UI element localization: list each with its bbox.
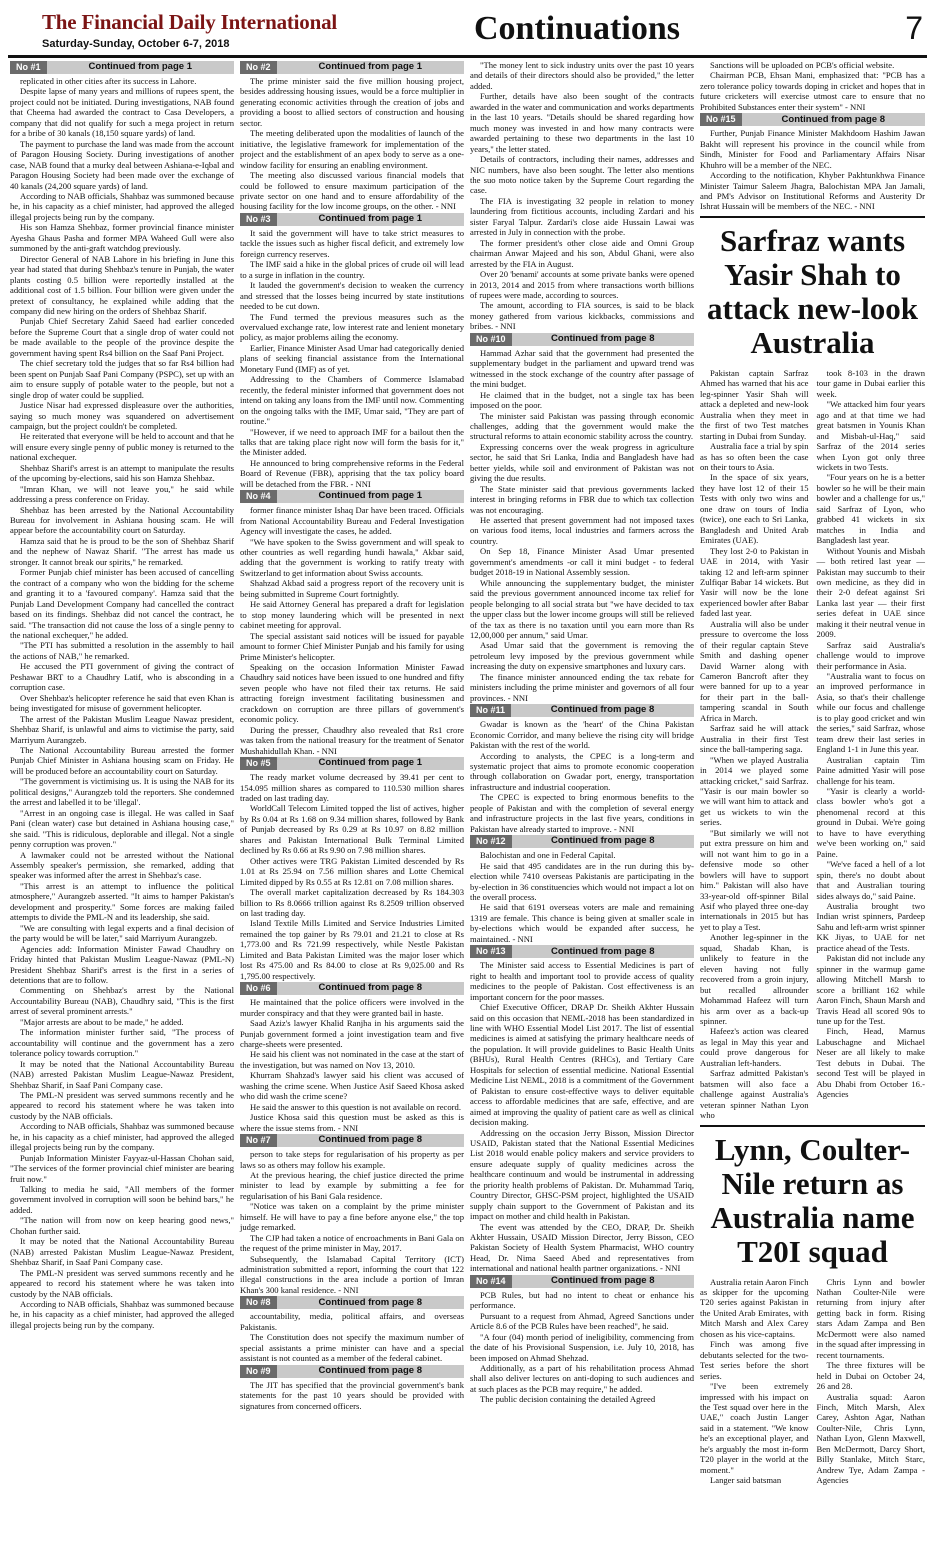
- paragraph: Additionally, as a part of his rehabilitation process Ahmad shall also deliver lectures on anti-doping to such audiences and at such places as the PCB may require," he added.: [470, 1363, 694, 1394]
- paragraph: Island Textile Mills Limited and Service Industries Limited remained the top gainer by Rs 79.01 and 21.21 to close at Rs 1,773.00 and Rs 721.99 respectively, while Nestle Pakistan Limited and Bata Pakistan Limited was the major loser which lost Rs 475.00 and Rs 84.00 to close at Rs 9,025.00 and Rs 1,795.00 respectively.: [240, 918, 464, 981]
- paragraph: "When we played Australia in 2014 we played some attacking cricket," said Sarfraz. "Yasir is our main bowler so we will want him to attack and get us wickets to win the series.: [700, 754, 809, 828]
- paragraph: The FIA is investigating 32 people in relation to money laundering from fictitious accounts, including Zardari and his sister Faryal Talpur. Zardari's close aide Hussain Lawai was arrested in July in connection with the probe.: [470, 195, 694, 238]
- paragraph: He maintained that the police officers were involved in the murder conspiracy and that they were granted bail in haste.: [240, 997, 464, 1018]
- paragraph: Finch, Head, Marnus Labuschagne and Michael Neser are all likely to make Test debuts in Dubai. The second Test will be played in Abu Dhabi from October 16.- Agencies: [816, 1026, 925, 1100]
- continued-tag: [240, 1134, 464, 1147]
- paragraph: Chris Lynn and bowler Nathan Coulter-Nile were returning from injury after getting back in form. Rising stars Adam Zampa and Ben McDermott were also named in the squad after impressing in recent tournaments.: [816, 1276, 925, 1360]
- story-rule: [700, 216, 925, 218]
- column-4: [700, 60, 925, 1486]
- paragraph: A lawmaker could not be arrested without the National Assembly speaker's permission, she remarked, adding that speaker was informed after the arrest in Shehbaz's case.: [10, 849, 234, 881]
- paragraph: "The PTI has submitted a resolution in the assembly to hail the actions of NAB," he remarked.: [10, 640, 234, 661]
- paragraph: The JIT has specified that the provincial government's bank statements for the past 10 years should be provided with signatures from concerned officers.: [240, 1379, 464, 1411]
- continued-tag: [470, 945, 694, 958]
- continued-number: No #3: [240, 213, 277, 226]
- paragraph: The CJP had taken a notice of encroachments in Bani Gala on the request of the prime minister in May, 2017.: [240, 1232, 464, 1254]
- paragraph: took 8-103 in the drawn tour game in Dubai earlier this week.: [816, 367, 925, 399]
- paragraph: Chief Executive Officer, DRAP Dr. Sheikh Akhter Hussain said on this occasion that NEML-2018 has been standardized in line with WHO Essential Model List 2017. The list of essential medicines is aimed at satisfying the primary healthcare needs of the population. It will provide guidelines to Basic Health Units (BHUs), Rural Health Centres (RHCs), and Tertiary Care Hospitals for selection of essential medicine. National Essential Medicine List NEML, 2018 is a commitment of the Government of Pakistan to ensure cost-effective ways to deliver equitable access to affordable medicines that are safe, effective, and are aimed at improving the quality of patient care as well as clinical decision making.: [470, 1002, 694, 1128]
- continued-tag: [240, 490, 464, 503]
- paragraph: Australia retain Aaron Finch as skipper for the upcoming T20 series against Pakistan in the United Arab Emirates, with Mitch Marsh and Alex Carey chosen as his vice-captains.: [700, 1276, 809, 1339]
- paragraph: He asserted that present government had not imposed taxes on various food items, local industries and farmers across the country.: [470, 515, 694, 546]
- continued-from: Continued from page 8: [551, 1275, 655, 1287]
- continued-number: No #13: [470, 945, 512, 958]
- continued-tag: [240, 982, 464, 995]
- paragraph: Further, details have also been sought of the contracts awarded in the water and communication and works departments in the last 10 years. "Details should be shared regarding how much money was invested in and how many contracts were awarded pertaining to these two departments in the last 10 years," the letter stated.: [470, 91, 694, 154]
- paragraph: Shehbaz Sharif's arrest is an attempt to manipulate the results of the upcoming by-elections, said his son Hamza Shehbaz.: [10, 462, 234, 484]
- paragraph: "We have spoken to the Swiss government and will speak to other countries as well regarding hundi hawala," Akbar said, adding that the government is working to ratify treaty with Switzerland to get information about Swiss accounts.: [240, 536, 464, 578]
- paragraph: It may be noted that the National Accountability Bureau (NAB) arrested Pakistan Muslim League-Nawaz President, Shehbaz Sharif, in Saaf Pani Company case.: [10, 1236, 234, 1268]
- paragraph: Sarfraz said Australia's challenge would to improve their performance in Asia.: [816, 639, 925, 671]
- paragraph: The PML-N president was served summons recently and he appeared to record his statement where he was taken into custody by the NAB officials.: [10, 1089, 234, 1121]
- paragraph: Further, Punjab Finance Minister Makhdoom Hashim Jawan Bakht will represent his province in the council while from Sindh, Minister for Food and Parliamentary Affairs Nisar Khuhro will be a member of the NEC.: [700, 128, 925, 170]
- continued-from: Continued from page 8: [550, 704, 655, 716]
- paragraph: Australia brought two Indian wrist spinners, Pardeep Sahu and left-arm wrist spinner KK Jiyas, to UAE for net practice ahead of the Tests.: [816, 901, 925, 953]
- story-headline: Lynn, Coulter-Nile return as Australia name T20I squad: [710, 1131, 915, 1269]
- paragraph: The IMF said a hike in the global prices of crude oil will lead to a surge in inflation in the country.: [240, 259, 464, 280]
- paragraph: person to take steps for regularisation of his property as per laws so as others may follow his example.: [240, 1149, 464, 1170]
- paragraph: Former Punjab chief minister has been accused of cancelling the contract of a company who won the bidding for the scheme and granting it to a 'favoured company'. Hamza said that the Punjab Land Development Company had cancelled the contract based on its findings. Shehbaz did not cancel the contract, he said. "The transaction did not cause the loss of a single penny to the national exchequer," he added.: [10, 567, 234, 641]
- paragraph: The chief secretary told the judges that so far Rs4 billion had been spent on Punjab Saaf Pani Company (PSPC), set up with an aim to ensure supply of potable water to the people, but not a single drop of water could be supplied.: [10, 358, 234, 400]
- continued-tag: [240, 1296, 464, 1309]
- continued-tag: [10, 61, 234, 74]
- paragraph: Agencies add: Information Minister Fawad Chaudhry on Friday hinted that Pakistan Muslim League-Nawaz (PML-N) President Shehbaz Sharif's arrest is the first in a series of detentions that are to follow.: [10, 943, 234, 985]
- page-number: 7: [905, 10, 923, 46]
- paragraph: Punjab Information Minister Fayyaz-ul-Hassan Chohan said, "The services of the former provincial chief minister are bearing fruit now.": [10, 1152, 234, 1184]
- paragraph: Saad Aziz's lawyer Khalid Ranjha in his arguments said the Punjab government formed a joint investigation team and five charge-sheets were presented.: [240, 1018, 464, 1049]
- paragraph: The Minister said access to Essential Medicines is part of right to health and important tool to provide access of quality medicines to the people of Pakistan. Cost effectiveness is an important concern for the poor masses.: [470, 960, 694, 1002]
- paragraph: "A four (04) month period of ineligibility, commencing from the date of his Provisional Suspension, i.e. July 10, 2018, has been imposed on Ahmad Shehzad.: [470, 1331, 694, 1363]
- paragraph: Subsequently, the Islamabad Capital Territory (ICT) administration submitted a report, informing the court that 122 illegal constructions in the area include a portion of Imran Khan's 300 kanal residence. - NNI: [240, 1253, 464, 1295]
- paragraph: The meeting deliberated upon the modalities of launch of the initiative, the legislative framework for implementation of the project and the establishment of an apex body to serve as a one-window facility for ensuring an enabling environment.: [240, 128, 464, 170]
- continued-tag: [470, 704, 694, 717]
- continued-tag: [240, 61, 464, 74]
- paragraph: The arrest of the Pakistan Muslim League Nawaz president, Shehbaz Sharif, is unlawful and aims to victimise the party, said Marriyum Aurangzeb.: [10, 713, 234, 745]
- paragraph: The overall market capitalization decreased by Rs 184.303 billion to Rs 8.0666 trillion against Rs 8.2509 trillion observed on last trading day.: [240, 887, 464, 918]
- paragraph: Gwadar is known as the 'heart' of the China Pakistan Economic Corridor, and many believe the rising city will bridge Pakistan with the rest of the world.: [470, 719, 694, 751]
- paragraph: Finch was among five debutants selected for the two-Test series before the short series.: [700, 1339, 809, 1381]
- paragraph: Australia squad: Aaron Finch, Mitch Marsh, Alex Carey, Ashton Agar, Nathan Coulter-Nile, Chris Lynn, Nathan Lyon, Glenn Maxwell, Ben McDermott, Darcy Short, Billy Stanlake, Mitch Starc, Andrew Tye, Adam Zampa - Agencies: [816, 1391, 925, 1486]
- continued-from: Continued from page 8: [551, 945, 655, 957]
- paragraph: "We are consulting with legal experts and a final decision of the party would be will be later," said Marriyum Aurangzeb.: [10, 922, 234, 944]
- paragraph: The event was attended by the CEO, DRAP, Dr. Sheikh Akhter Hussain, USAID Mission Director, Jerry Bisson, CEO Pakistan Society of Health System Pharmacist, WHO country Head, Dr. Nima Saeed Abed and representatives from international and national health partner organizations. - NNI: [470, 1221, 694, 1274]
- publication-name: The Financial Daily International: [42, 10, 338, 34]
- masthead-rule: [8, 55, 927, 58]
- column-3: [470, 60, 694, 1405]
- paragraph: Details of contractors, including their names, addresses and NIC numbers, have also been sought. The letter also mentions the suo moto notice taken by the Supreme Court regarding the case.: [470, 154, 694, 196]
- paragraph: It may be noted that the National Accountability Bureau (NAB) arrested Pakistan Muslim League-Nawaz President, Shehbaz Sharif, in Saaf Pani Company case.: [10, 1058, 234, 1090]
- paragraph: According to NAB officials, Shahbaz was summoned because he, in his capacity as a chief minister, had approved the alleged illegal projects being run by the company.: [10, 1299, 234, 1330]
- continued-from: Continued from page 8: [318, 1364, 422, 1376]
- paragraph: He said that 6191 overseas voters are male and remaining 1319 are female. This chance is being given at smaller scale in by-elections which would be expanded after success, he maintained. - NNI: [470, 902, 694, 944]
- paragraph: Pursuant to a request from Ahmad, Agreed Sanctions under Article 8.6 of the PCB Rules have been reached", he said.: [470, 1310, 694, 1332]
- paragraph: Another leg-spinner in the squad, Shadab Khan, is unlikely to feature in the eleven having not fully recovered from a groin injury, but recalled allrounder Mohammad Hafeez will turn his arm over as a back-up spinner.: [700, 932, 809, 1026]
- paragraph: "Major arrests are about to be made," he added.: [20, 1016, 184, 1027]
- paragraph: Sanctions will be uploaded on PCB's official website.: [710, 60, 895, 70]
- story-headline: Sarfraz wants Yasir Shah to attack new-look Australia: [707, 222, 918, 360]
- paragraph: "We attacked him four years ago and at that time we had great batsmen in Younis Khan and Misbah-ul-Haq," said Sarfraz of the 2014 series when Lyon got only three wickets in two Tests.: [816, 399, 925, 472]
- paragraph: WorldCall Telecom Limited topped the list of actives, higher by Rs 0.04 at Rs 1.68 on 9.34 million shares, followed by Bank of Punjab decreased by Rs 0.29 at Rs 10.97 on 8.82 million shares and Pakistan International Bulk Terminal Limited declined by Rs 0.66 at Rs 9.90 on 7.98 million shares.: [240, 803, 464, 856]
- story-left-column: [700, 1277, 809, 1486]
- paragraph: "I've been extremely impressed with his impact on the Test squad over here in the UAE," coach Justin Langer said in a statement. "We know he's an exceptional player, and he's arguably the most in-form T20 player in the world at the moment.": [700, 1381, 809, 1475]
- story-body: [700, 368, 925, 1121]
- paragraph: Balochistan and one in Federal Capital.: [480, 850, 616, 861]
- paragraph: Punjab Chief Secretary Zahid Saeed had earlier conceded before the Supreme Court that a single drop of water could not be made available to the people of the province despite the government having spent Rs4 billion on the Saaf Pani Project.: [10, 316, 234, 358]
- paragraph: Australia will also be under pressure to overcome the loss of their regular captain Steve Smith and dashing opener David Warner along with Cameron Bancroft after they were banned for up to a year for their part in the ball-tampering scandal in South Africa in March.: [700, 618, 809, 723]
- continued-tag: [240, 757, 464, 770]
- paragraph: accountability, media, political affairs, and overseas Pakistanis.: [240, 1311, 464, 1332]
- continued-from: Continued from page 8: [551, 835, 655, 847]
- continued-number: No #5: [240, 757, 277, 770]
- paragraph: Other actives were TRG Pakistan Limited descended by Rs 1.01 at Rs 25.94 on 7.56 million shares and Lotte Chemical Limited dipped by Rs 0.55 at Rs 12.81 on 7.08 million shares.: [240, 855, 464, 887]
- paragraph: The public decision containing the detailed Agreed: [480, 1394, 656, 1405]
- continued-from: Continued from page 8: [551, 333, 655, 345]
- paragraph: "Yasir is clearly a world-class bowler who's got a phenomenal record at this ground in Dubai. We're going to have to have everything we've been working on," said Paine.: [816, 786, 925, 859]
- paragraph: Speaking on the occasion Information Minister Fawad Chaudhry said notices have been issued to one hundred and fifty seven people who have not filed their tax returns. He said attracting foreign investment facilitating businessmen and crackdown on corruption are three pillars of government's economic policy.: [240, 662, 464, 725]
- continued-from: Continued from page 8: [318, 1134, 422, 1146]
- paragraph: Sarfraz said he will attack Australia in their first Test since the ball-tampering saga.: [700, 723, 809, 755]
- continued-number: No #10: [470, 333, 512, 346]
- continued-tag: [240, 1365, 464, 1378]
- paragraph: It said the government will have to take strict measures to tackle the issues such as higher fiscal deficit, and extremely low foreign currency reserves.: [240, 227, 464, 259]
- paragraph: "The government is victimising us. It is using the NAB for its political designs," Aurangzeb told the reporters. She condemned the arrest and labelled it to be 'illegal'.: [10, 776, 234, 808]
- paragraph: Expressing concerns over the weak progress in agriculture sector, he said that Sri Lanka, India and Bangladesh have had better yields, while soil and environment of Pakistan was not giving the due results.: [470, 441, 694, 484]
- paragraph: Addressing on the occasion Jerry Bisson, Mission Director USAID, Pakistan stated that the National Essential Medicines List 2018 would enable policy makers and service providers to ensure adequate supply of quality medicines across the healthcare continuum and would be instrumental in addressing the priority health problems of Pakistan. Dr. Muhammad Tariq, Country Director, GHSC-PSM project, highlighted the USAID supply chain support to the Government of Pakistan and its impact on mother and child health in Pakistan.: [470, 1127, 694, 1222]
- column-1: [10, 60, 234, 1330]
- paragraph: At the previous hearing, the chief justice directed the prime minister to lead by example by submitting a fee for regularisation of his Bani Gala residence.: [240, 1169, 464, 1201]
- paragraph: Langer said batsman: [710, 1475, 782, 1486]
- continued-tag: [700, 113, 925, 126]
- paragraph: The ready market volume decreased by 39.41 per cent to 154.095 million shares as compared to 110.530 million shares traded on last trading day.: [240, 772, 464, 803]
- paragraph: His son Hamza Shehbaz, former provincial finance minister Ayesha Ghaus Pasha and former MPA Waheed Gull were also summoned by the anti-graft watchdog previously.: [10, 222, 234, 254]
- paragraph: Asad Umar said that the government is removing the petroleum levy imposed by the previous government while increasing the duty on expensive smartphones and luxury cars.: [470, 640, 694, 672]
- continued-from: Continued from page 8: [781, 113, 885, 125]
- paragraph: The prime minister said the five million housing project, besides addressing housing issues, would be a force multiplier in generating economic activities through the creation of jobs and providing a boost to allied sectors of construction and housing sector.: [240, 76, 464, 128]
- paragraph: "Imran Khan, we will not leave you," he said while addressing a press conference on Friday.: [10, 483, 234, 505]
- publication-date: Saturday-Sunday, October 6-7, 2018: [42, 38, 230, 50]
- paragraph: According to NAB officials, Shahbaz was summoned because he, in his capacity as a chief minister, had approved the alleged illegal projects being run by the company.: [10, 1121, 234, 1153]
- paragraph: Australia face a trial by spin as has so often been the case on their tours to Asia.: [700, 441, 809, 472]
- paragraph: Talking to media he said, "All members of the former government involved in corruption will soon be behind bars," he added.: [10, 1184, 234, 1215]
- continued-from: Continued from page 8: [318, 982, 422, 994]
- paragraph: The finance minister announced ending the tax rebate for ministers including the prime minister and governors of all four provinces. - NNI: [470, 671, 694, 703]
- paragraph: He accused the PTI government of giving the contract of Peshawar BRT to a Chaudhry Latif, who is absconding in a corruption case.: [10, 661, 234, 693]
- paragraph: He said that 495 candidates are in the run during this by-election while 7410 overseas Pakistanis are participating in the by-election in 36 constituencies which would not impact a lot on the overall process.: [470, 860, 694, 902]
- continued-tag: [470, 835, 694, 848]
- paragraph: While announcing the supplementary budget, the minister said the previous government announced income tax relief for people belonging to all social strata but "we have decided to tax the upper class but the lower income groups will still be relieved of the tax as there is no taxation until you earn more than Rs 12,00,000 per annum," said Umar.: [470, 577, 694, 641]
- paragraph: Addressing to the Chambers of Commerce Islamabad recently, the federal minister informed that government does not intend on taking any loans from the IMF until now. Commenting on the ongoing talks with the IMF, Umar said, "They are part of routine.": [240, 374, 464, 427]
- paragraph: According to analysts, the CPEC is a long-term and systematic project that aims to promote economic cooperation through collaboration on Gwadar port, energy, transportation infrastructure and industrial cooperation.: [470, 750, 694, 792]
- paragraph: Earlier, Finance Minister Asad Umar had categorically denied plans of seeking financial assistance from the International Monetary Fund (IMF) as of yet.: [240, 342, 464, 374]
- paragraph: Khurram Shahzad's lawyer said his client was accused of washing the crime scene. When Justice Asif Saeed Khosa asked who did wash the crime scene?: [240, 1070, 464, 1102]
- paragraph: He reiterated that everyone will be held to account and that he will ensure every single penny of public money is returned to the national exchequer.: [10, 431, 234, 463]
- paragraph: He said the answer to this question is not available on record.: [250, 1101, 461, 1112]
- paragraph: The minister said Pakistan was passing through economic challenges, adding that the government would make the structural reforms to attain economic stability across the country.: [470, 410, 694, 442]
- continued-from: Continued from page 1: [318, 490, 422, 502]
- paragraph: He claimed that in the budget, not a single tax has been imposed on the poor.: [470, 389, 694, 411]
- paragraph: The PML-N president was served summons recently and he appeared to record his statement where he was taken into custody by the NAB officials.: [10, 1267, 234, 1299]
- paragraph: Hammad Azhar said that the government had presented the supplementary budget in the parliament and upward trend was witnessed in the stock exchange of the country after passage of the mini budget.: [470, 347, 694, 390]
- continued-from: Continued from page 1: [318, 757, 422, 769]
- continued-from: Continued from page 1: [318, 213, 422, 225]
- paragraph: "We've faced a hell of a lot spin, there's no doubt about that and Australian touring sides always do," said Paine.: [816, 859, 925, 901]
- paragraph: "Four years on he is a better bowler so he will be their main bowler and a challenge for us," said Sarfraz of Lyon, who grabbed 41 wickets in six matches in India and Bangladesh last year.: [816, 472, 925, 546]
- continued-from: Continued from page 1: [318, 61, 422, 73]
- continued-tag: [470, 1275, 694, 1288]
- story-rule: [700, 1125, 925, 1127]
- story-left-column: [700, 368, 809, 1121]
- paragraph: The payment to purchase the land was made from the account of Paragon Housing Society. During investigations of another case, NAB found that a murky deal between Ashiana-e-Iqbal and Paragon Housing Society had been made over the exchange of 40 kanals (24,200 square yards) of land.: [10, 138, 234, 191]
- paragraph: "However, if we need to approach IMF for a bailout then the talks that are taking place right now will form the basis for it," the Minister added.: [240, 426, 464, 458]
- continued-number: No #11: [470, 704, 511, 717]
- paragraph: Hamza said that he is proud to be the son of Shehbaz Sharif and the nephew of Nawaz Sharif. "The arrest has made us stronger. It cannot break our spirits," he remarked.: [10, 535, 234, 567]
- paragraph: "Notice was taken on a complaint by the prime minister himself. He will have to pay a fine before anyone else," the top judge remarked.: [240, 1201, 464, 1233]
- paragraph: Justice Nisar had expressed displeasure over the authorities, saying so much money was squandered on advertisement campaign, but the project couldn't be completed.: [10, 400, 234, 431]
- continued-tag: [470, 333, 694, 346]
- paragraph: Pakistan did not include any spinner in the warmup game allowing Mitchell Marsh to score a brilliant 162 while Aaron Finch, Shaun Marsh and Travis Head all scored 90s to tune up for the Test.: [816, 953, 925, 1026]
- masthead: [8, 6, 927, 58]
- paragraph: Over Shehbaz's helicopter reference he said that even Khan is being investigated for misuse of government helicopter.: [10, 692, 234, 714]
- paragraph: The CPEC is expected to bring enormous benefits to the people of Pakistan and with the completion of several energy and infrastructure projects in the last five years, conditions in Pakistan have already started to improve. - NNI: [470, 792, 694, 834]
- column-2: [240, 60, 464, 1411]
- paragraph: It lauded the government's decision to weaken the currency and stressed that the losses being incurred by state institutions needed to be cut down.: [240, 280, 464, 312]
- paragraph: They lost 2-0 to Pakistan in UAE in 2014, with Yasir taking 12 and left-arm spinner Zulfiqar Babar 14 wickets. But Yasir will now be the lone experienced bowler after Babar faded last year.: [700, 545, 809, 619]
- continued-number: No #12: [470, 835, 512, 848]
- section-title: Continuations: [474, 10, 680, 47]
- paragraph: The State minister said that previous governments lacked interest in bringing reforms in FBR due to which tax collection was not encouraging.: [470, 483, 694, 515]
- continued-from: Continued from page 1: [88, 61, 192, 73]
- continued-number: No #2: [240, 61, 277, 74]
- paragraph: The meeting also discussed various financial models that could be followed to ensure maximum participation of the private sector on one hand and to ensure affordability of the housing facility for the low income groups, on the other. - NNI: [240, 170, 464, 212]
- paragraph: Chairman PCB, Ehsan Mani, emphasized that: "PCB has a zero tolerance policy towards doping in cricket and hopes that in future cricketers will exercise utmost care to ensure that no Prohibited Substances enter their system" - NNI: [700, 70, 925, 112]
- paragraph: replicated in other cities after its success in Lahore.: [20, 76, 197, 86]
- paragraph: Despite lapse of many years and millions of rupees spent, the project could not be initiated. During investigations, NAB found that Cheema had awarded the contract to Casa Developers, a company that did not qualify for such a mega project in return for a bribe of 30 kanals (18,150 square yards) of land.: [10, 86, 234, 139]
- continued-number: No #14: [470, 1275, 512, 1288]
- paragraph: former finance minister Ishaq Dar have been traced. Officials from National Accountability Bureau and Federal Investigation Agency will investigate the cases, he added.: [240, 505, 464, 537]
- story-body: [700, 1277, 925, 1486]
- paragraph: The National Accountability Bureau arrested the former Punjab Chief Minister in Ashiana housing scam on Friday. He will be produced before an accountability court on Saturday.: [10, 745, 234, 776]
- paragraph: "The money lent to sick industry units over the past 10 years and details of their directors should also be provided," the letter added.: [470, 60, 694, 91]
- continued-number: No #4: [240, 490, 277, 503]
- paragraph: He said Attorney General has prepared a draft for legislation to stop money laundering which will be presented in next cabinet meeting for approval.: [240, 599, 464, 631]
- paragraph: According to the notification, Khyber Pakhtunkhwa Finance Minister Taimur Saleem Jhagra, Balochistan MPA Jan Jamali, and PM's Advisor on Institutional Reforms and Austerity Dr Ishrat Hussain will be members of the NEC. - NNI: [700, 170, 925, 212]
- continued-number: No #9: [240, 1365, 277, 1378]
- paragraph: "Arrest in an ongoing case is illegal. He was called in Saaf Pani (clean water) case but detained in Ashiana housing case," she said. "This is ridiculous, deplorable and illegal. Not a single penny corruption was proven.": [10, 807, 234, 850]
- paragraph: "The nation will from now on keep hearing good news," Chohan further said.: [10, 1215, 234, 1236]
- paragraph: Shahzad Akbad said a progress report of the recovery unit is being submitted in Supreme Court fortnightly.: [240, 578, 464, 599]
- paragraph: Hafeez's action was cleared as legal in May this year and could prove dangerous for Australian left-handers.: [700, 1026, 809, 1068]
- paragraph: Shehbaz has been arrested by the National Accountability Bureau for involvement in Ashiana housing scam. He will appear before the accountability court on Saturday.: [10, 504, 234, 536]
- paragraph: The former president's other close aide and Omni Group chairman Anwar Majeed and his son, Abdul Ghani, were also arrested by the FIA in August.: [470, 237, 694, 269]
- continued-tag: [240, 213, 464, 226]
- paragraph: On Sep 18, Finance Minister Asad Umar presented government's amendments -or call it mini budget - to federal budget 2018-19 in National Assembly session.: [470, 546, 694, 578]
- paragraph: Pakistan captain Sarfraz Ahmed has warned that his ace leg-spinner Yasir Shah will attack a depleted and new-look Australia when they meet in the first of two Test matches starting in Dubai from Sunday.: [700, 367, 809, 441]
- paragraph: The three fixtures will be held in Dubai on October 24, 26 and 28.: [816, 1360, 925, 1392]
- paragraph: In the space of six years, they have lost 12 of their 15 Tests with only two wins and one draw on tours of India (twice), one each to Sri Lanka, Bangladesh and United Arab Emirates (UAE).: [700, 472, 809, 546]
- continued-from: Continued from page 8: [318, 1296, 422, 1308]
- paragraph: Commenting on Shehbaz's arrest by the National Accountability Bureau (NAB), Chaudhry said, "This is the first arrest of several prominent arrests.": [10, 985, 234, 1017]
- paragraph: Sarfraz admitted Pakistan's batsmen will also face a challenge against Australia's veteran spinner Nathan Lyon who: [700, 1068, 809, 1121]
- paragraph: Without Younis and Misbah — both retired last year — Pakistan may succumb to their own medicine, as they did in their 2-0 defeat against Sri Lanka last year — their first series defeat in UAE since making it their neutral venue in 2009.: [816, 545, 925, 640]
- paragraph: "Australia want to focus on an improved performance in Asia, so that's their challenge while our focus and challenge is to play good cricket and win the series," said Sarfraz, whose team drew their last series in England 1-1 in June this year.: [816, 671, 925, 755]
- continued-number: No #8: [240, 1296, 277, 1309]
- paragraph: The information minister further said, "The process of accountability will continue and the government has a zero tolerance policy towards corruption.": [10, 1027, 234, 1059]
- paragraph: Justice Khosa said this question must be asked as this is where the issue stems from. - NNI: [240, 1112, 464, 1133]
- paragraph: During the presser, Chaudhry also revealed that Rs1 crore was taken from the national treasury for the treatment of Senator Mushahidullah Khan. - NNI: [240, 724, 464, 756]
- continued-number: No #15: [700, 113, 742, 126]
- paragraph: Over 20 'benami' accounts at some private banks were opened in 2013, 2014 and 2015 from where transactions worth billions of rupees were made, according to sources.: [470, 269, 694, 300]
- story-right-column: [817, 1277, 926, 1486]
- continued-number: No #1: [10, 61, 47, 74]
- paragraph: He said his client was not nominated in the case at the start of the investigation, but was named on Nov 13, 2010.: [240, 1049, 464, 1070]
- paragraph: He announced to bring comprehensive reforms in the Federal Board of Revenue (FBR), apprising that the tax policy board will be detached from the FBR. - NNI: [240, 457, 464, 489]
- paragraph: "This arrest is an attempt to influence the political atmosphere," Aurangzeb asserted. "It aims to hamper Pakistan's development and prosperity." Some forces are making failed attempts to divide the PML-N and its leadership, she said.: [10, 880, 234, 923]
- paragraph: The amount, according to FIA sources, is said to be black money gathered from various kickbacks, commissions and bribes. - NNI: [470, 300, 694, 332]
- paragraph: "But similarly we will not put extra pressure on him and will not want him to go in a defensive mode so other bowlers will have to support him." Pakistan will also have 33-year-old off-spinner Bilal Asif who played three one-day internationals in 2015 but has yet to play a Test.: [700, 827, 809, 932]
- continued-number: No #6: [240, 982, 277, 995]
- paragraph: The Constitution does not specify the maximum number of special assistants a prime minister can have and a special assistant is not counted as a member of the federal cabinet.: [240, 1332, 464, 1364]
- story-right-column: [817, 368, 926, 1121]
- paragraph: The special assistant said notices will be issued for payable amount to former Chief Minister Punjab and his family for using Prime Minister's helicopter.: [240, 630, 464, 662]
- paragraph: Australian captain Tim Paine admitted Yasir will pose challenge for his team.: [816, 754, 925, 786]
- paragraph: PCB Rules, but had no intent to cheat or enhance his performance.: [470, 1289, 694, 1311]
- paragraph: The Fund termed the previous measures such as the overvalued exchange rate, low interest rate and lenient monetary policy, as major problems ailing the economy.: [240, 311, 464, 343]
- continued-number: No #7: [240, 1134, 277, 1147]
- paragraph: Director General of NAB Lahore in his briefing in June this year had stated that during Shehbaz's tenure in Punjab, the water plants costing 0.5 billion were reportedly installed at the additional cost of 1.5 billion. Four billion were given under the pretext of consultancy, he explained while adding that the company did new hiring on the orders of Shehbaz Sharif.: [10, 253, 234, 316]
- paragraph: According to NAB officials, Shahbaz was summoned because he, in his capacity as a chief minister, had approved the alleged illegal projects being run by the company.: [10, 190, 234, 222]
